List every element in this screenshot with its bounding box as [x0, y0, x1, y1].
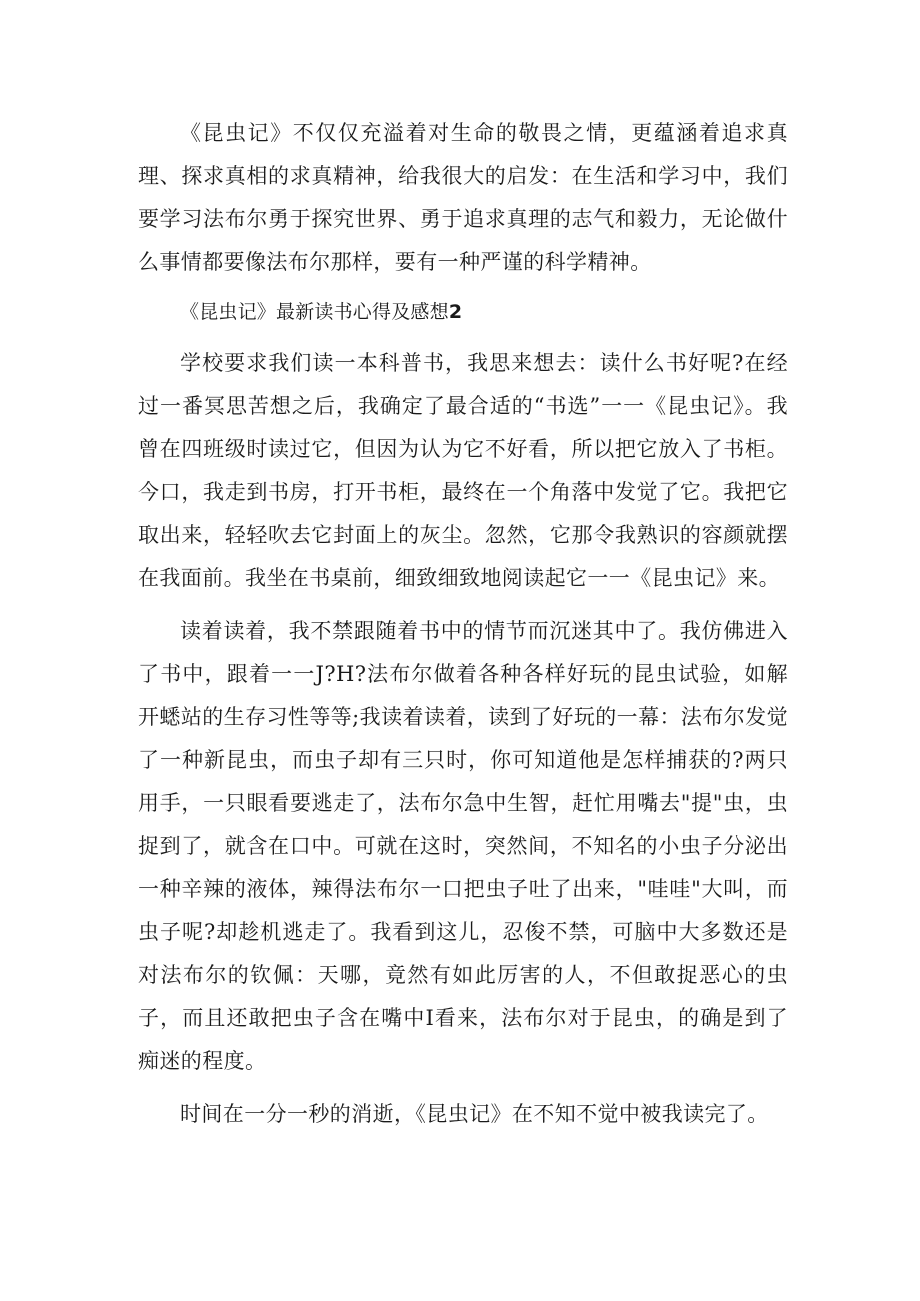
section-heading [138, 292, 788, 332]
document-body [138, 112, 788, 1136]
paragraph-1: 《昆虫记》不仅仅充溢着对生命的敬畏之情，更蕴涵着追求真理、探求真相的求真精神，给我很大的启发：在生活和学习中，我们要学习法布尔勇于探究世界、勇于追求真理的志气和毅力，无论做什么事情都要像法布尔那样，要有一种严谨的科学精神。 [138, 121, 788, 274]
section-heading-number: 2 [448, 301, 463, 323]
paragraph-3: 读着读着，我不禁跟随着书中的情节而沉迷其中了。我仿佛进入了书中，跟着一一J?H?法布尔做着各种各样好玩的昆虫试验，如解开蟋站的生存习性等等;我读着读着，读到了好玩的一幕：法布尔发觉了一种新昆虫，而虫子却有三只时，你可知道他是怎样捕获的?两只用手，一只眼看要逃走了，法布尔急中生智，赶忙用嘴去"提"虫，虫捉到了，就含在口中。可就在这时，突然间，不知名的小虫子分泌出一种辛辣的液体，辣得法布尔一口把虫子吐了出来，"哇哇"大叫，而虫子呢?却趁机逃走了。我看到这儿，忍俊不禁，可脑中大多数还是对法布尔的钦佩：天哪，竟然有如此厉害的人，不但敢捉恶心的虫子，而且还敢把虫子含在嘴中I看来，法布尔对于昆虫，的确是到了痴迷的程度。 [138, 619, 788, 1073]
paragraph-4: 时间在一分一秒的消逝，《昆虫记》在不知不觉中被我读完了。 [180, 1102, 769, 1126]
section-heading-text: 《昆虫记》最新读书心得及感想 [180, 301, 449, 323]
paragraph-2: 学校要求我们读一本科普书，我思来想去：读什么书好呢?在经过一番冥思苦想之后，我确定了最合适的“书选”一一《昆虫记》。我曾在四班级时读过它，但因为认为它不好看，所以把它放入了书柜。今口，我走到书房，打开书柜，最终在一个角落中发觉了它。我把它取出来，轻轻吹去它封面上的灰尘。忽然，它那令我熟识的容颜就摆在我面前。我坐在书桌前，细致细致地阅读起它一一《昆虫记》来。 [138, 351, 788, 590]
